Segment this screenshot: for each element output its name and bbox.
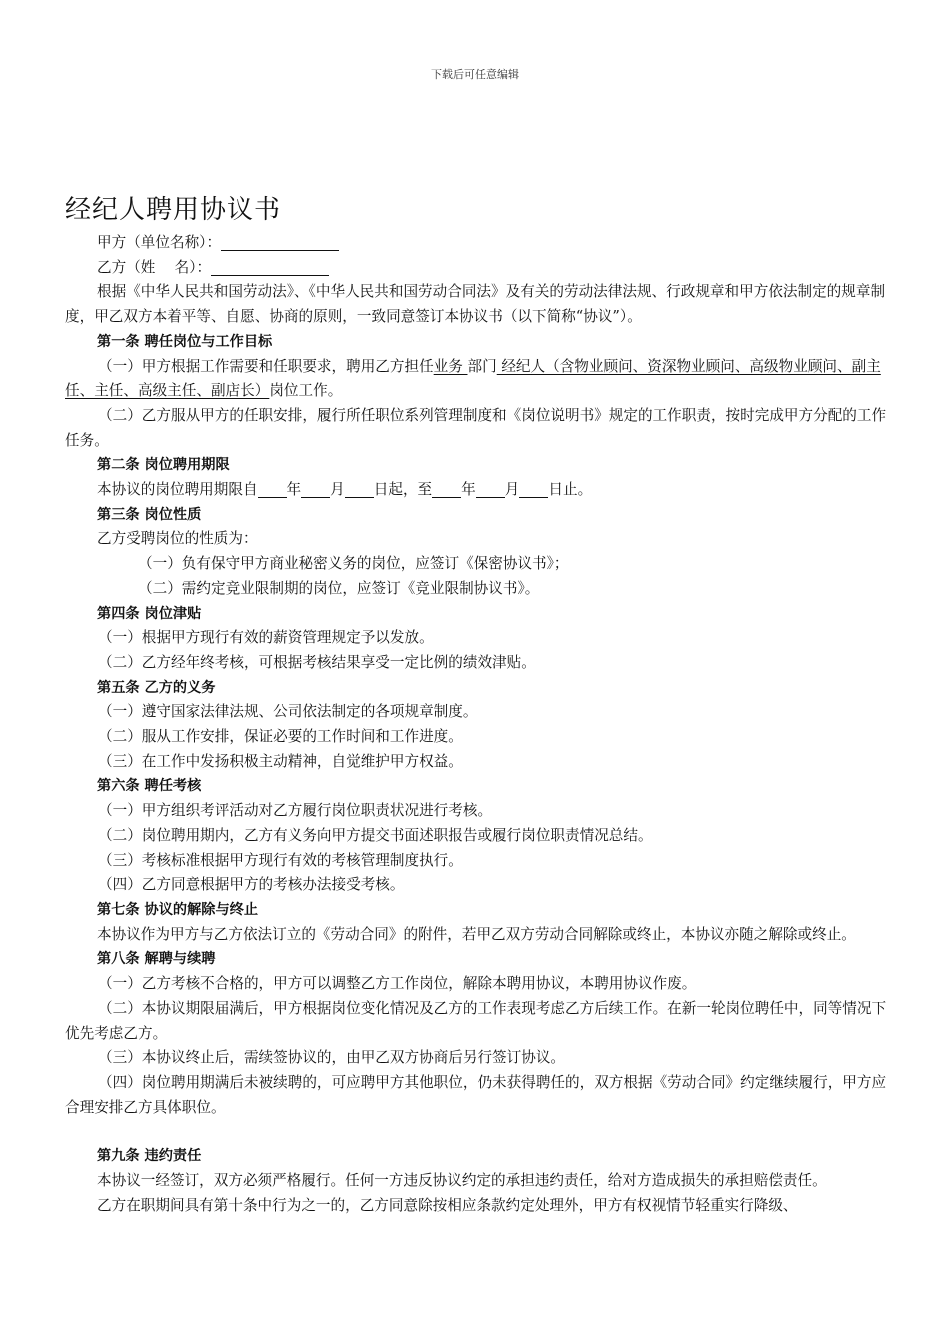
article-5-heading: 第五条 乙方的义务 <box>97 679 216 696</box>
year-label: 年 <box>286 481 302 499</box>
department-value: 业务 <box>433 357 468 375</box>
article-4-item-1: （一）根据甲方现行有效的薪资管理规定予以发放。 <box>98 629 434 647</box>
party-a-line <box>65 231 887 256</box>
month-label: 月 <box>504 481 520 499</box>
article-1-heading: 第一条 聘任岗位与工作目标 <box>97 333 273 350</box>
agreement-document <box>65 193 887 1218</box>
term-text: 本协议的岗位聘用期限自 <box>97 481 258 499</box>
article-2-heading: 第二条 岗位聘用期限 <box>97 457 230 474</box>
party-a-label: 甲方（单位名称）： <box>97 234 222 251</box>
article-3-heading: 第三条 岗位性质 <box>97 506 202 523</box>
end-month-blank[interactable] <box>476 479 505 498</box>
article-3-item-1: （一）负有保守甲方商业秘密义务的岗位，应签订《保密协议书》； <box>138 555 569 573</box>
party-a-blank[interactable] <box>221 232 339 251</box>
article-7-heading: 第七条 协议的解除与终止 <box>97 901 259 918</box>
start-month-blank[interactable] <box>301 479 330 498</box>
intro-paragraph: 根据《中华人民共和国劳动法》、《中华人民共和国劳动合同法》及有关的劳动法律法规、行政规章和甲方依法制定的规章制度，甲乙双方本着平等、自愿、协商的原则，一致同意签订本协议书（以下简称“协议”）。 <box>65 283 886 326</box>
article-6-heading: 第六条 聘任考核 <box>97 778 202 795</box>
article-5-item-3: （三）在工作中发扬积极主动精神，自觉维护甲方权益。 <box>98 752 463 770</box>
article-3-intro: 乙方受聘岗位的性质为： <box>97 530 258 548</box>
article-1-item-1-text: （一）甲方根据工作需要和任职要求，聘用乙方担任 <box>98 357 434 375</box>
article-1-item-1 <box>65 355 887 404</box>
party-b-line <box>65 256 887 281</box>
article-8-item-1: （一）乙方考核不合格的，甲方可以调整乙方工作岗位，解除本聘用协议，本聘用协议作废。 <box>98 975 697 993</box>
department-label: 部门 <box>467 357 497 375</box>
article-6-item-4: （四）乙方同意根据甲方的考核办法接受考核。 <box>98 876 405 894</box>
position-suffix: 岗位工作。 <box>269 382 343 400</box>
term-line <box>65 478 887 503</box>
article-4-item-2: （二）乙方经年终考核，可根据考核结果享受一定比例的绩效津贴。 <box>98 653 536 671</box>
article-5-item-1: （一）遵守国家法律法规、公司依法制定的各项规章制度。 <box>98 703 478 721</box>
article-8-heading: 第八条 解聘与续聘 <box>97 951 216 968</box>
article-7-text: 本协议作为甲方与乙方依法订立的《劳动合同》的附件，若甲乙双方劳动合同解除或终止，本协议亦随之解除或终止。 <box>97 925 856 943</box>
start-day-blank[interactable] <box>345 479 374 498</box>
article-9-text-2: 乙方在职期间具有第十条中行为之一的，乙方同意除按相应条款约定处理外，甲方有权视情节轻重实行降级、 <box>97 1196 798 1214</box>
day-from-label: 日起，至 <box>373 481 433 499</box>
article-3-item-2: （二）需约定竞业限制期的岗位，应签订《竞业限制协议书》。 <box>138 579 540 597</box>
header-note: 下载后可任意编辑 <box>431 68 519 81</box>
end-day-blank[interactable] <box>519 479 548 498</box>
year-label: 年 <box>461 481 476 499</box>
article-6-item-1: （一）甲方组织考评活动对乙方履行岗位职责状况进行考核。 <box>98 802 493 820</box>
article-6-item-2: （二）岗位聘用期内，乙方有义务向甲方提交书面述职报告或履行岗位职责情况总结。 <box>98 826 653 844</box>
month-label: 月 <box>330 481 345 499</box>
document-title: 经纪人聘用协议书 <box>65 195 282 225</box>
party-b-label: 乙方（姓 名）： <box>97 258 212 276</box>
article-9-text-1: 本协议一经签订，双方必须严格履行。任何一方违反协议约定的承担违约责任，给对方造成损失的承担赔偿责任。 <box>97 1172 827 1190</box>
article-5-item-2: （二）服从工作安排，保证必要的工作时间和工作进度。 <box>98 728 463 746</box>
start-year-blank[interactable] <box>258 479 287 498</box>
article-8-item-4: （四）岗位聘用期满后未被续聘的，可应聘甲方其他职位，仍未获得聘任的，双方根据《劳动合同》约定继续履行，甲方应合理安排乙方具体职位。 <box>65 1073 887 1116</box>
article-9-heading: 第九条 违约责任 <box>97 1148 202 1165</box>
spacer <box>65 1120 887 1144</box>
article-6-item-3: （三）考核标准根据甲方现行有效的考核管理制度执行。 <box>98 851 463 869</box>
article-4-heading: 第四条 岗位津贴 <box>97 605 202 622</box>
position-value: 经纪人（含物业顾问、资深物业顾问、高级物业顾问、副主任、主任、高级主任、副店长） <box>65 357 881 400</box>
party-b-blank[interactable] <box>211 257 329 276</box>
end-year-blank[interactable] <box>432 479 461 498</box>
day-to-label: 日止。 <box>548 481 593 499</box>
article-8-item-2: （二）本协议期限届满后，甲方根据岗位变化情况及乙方的工作表现考虑乙方后续工作。在新一轮岗位聘任中，同等情况下优先考虑乙方。 <box>65 999 887 1042</box>
article-8-item-3: （三）本协议终止后，需续签协议的，由甲乙双方协商后另行签订协议。 <box>98 1049 566 1067</box>
article-1-item-2: （二）乙方服从甲方的任职安排，履行所任职位系列管理制度和《岗位说明书》规定的工作职责，按时完成甲方分配的工作任务。 <box>65 406 887 449</box>
